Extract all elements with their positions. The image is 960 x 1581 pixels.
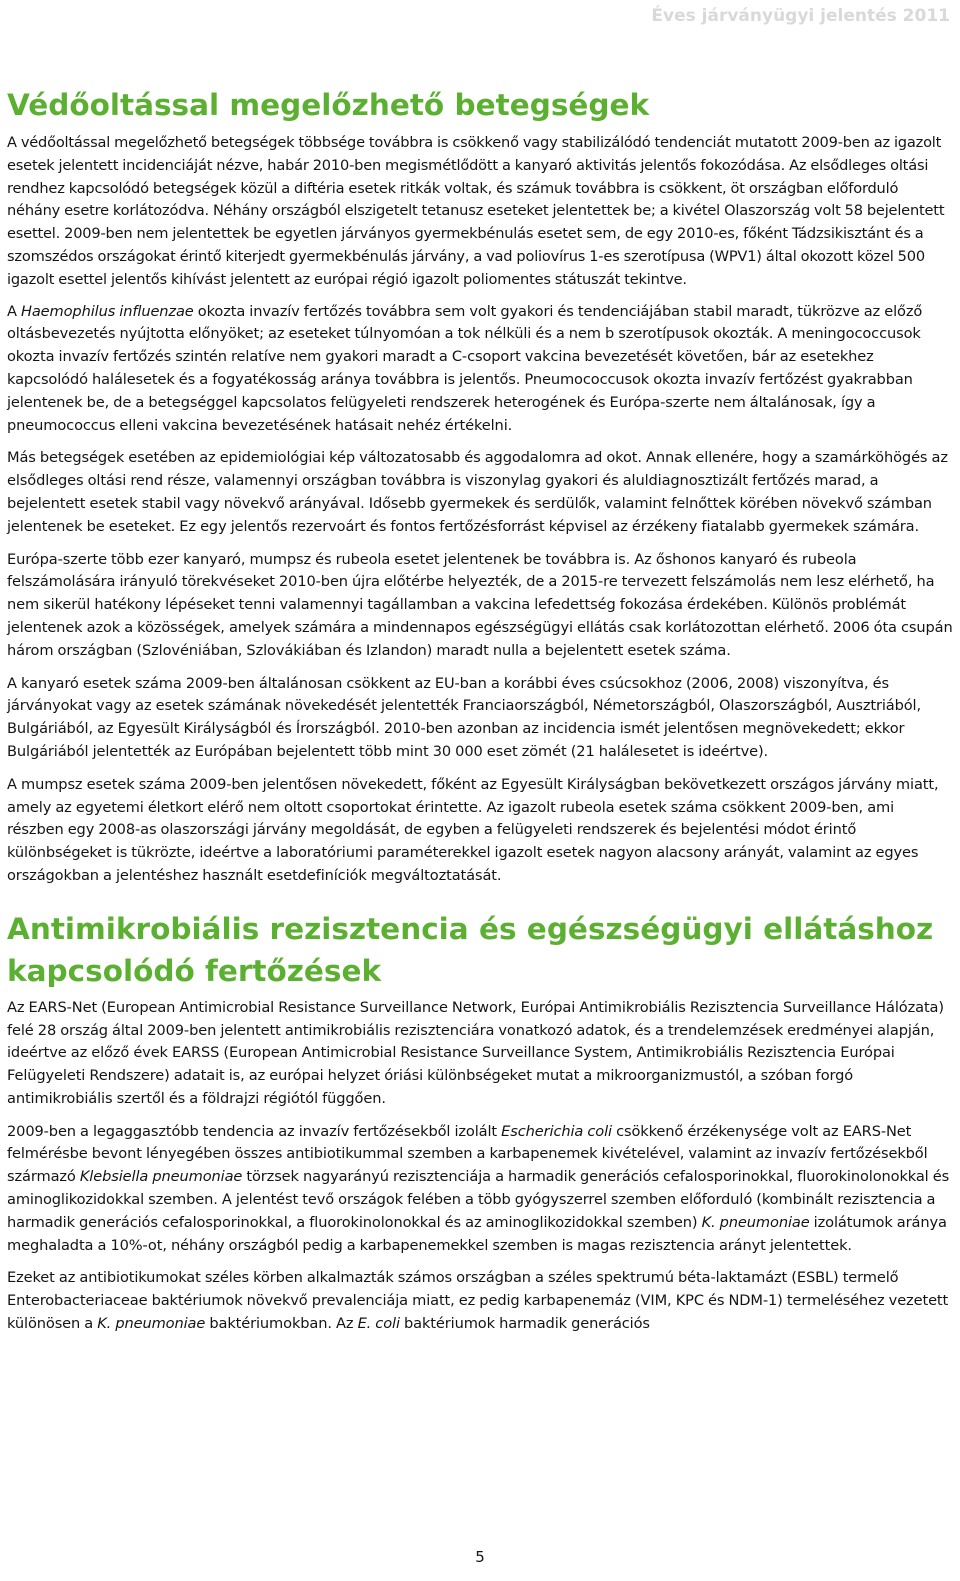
- text-run: Más betegségek esetében az epidemiológiai kép változatosabb és aggodalomra ad okot. Annak ellenére, hogy a szamárköhögés az elsődleges oltási rend része, valamennyi országban továbbra is viszonylag gyakori és aluldiagnosztizált fertőzés marad, a bejelentett esetek stabil vagy növekvő arányával. Idősebb gyermekek és serdülők, valamint felnőttek körében növekvő számban jelentenek be eseteket. Ez egy jelentős rezervoárt és fontos fertőzésforrást képvisel az érzékeny fiatalabb gyermekek számára.: [7, 449, 948, 535]
- text-run: Európa-szerte több ezer kanyaró, mumpsz és rubeola esetet jelentenek be továbbra is. Az őshonos kanyaró és rubeola felszámolására irányuló törekvéseket 2010-ben újra előtérbe helyezték, de a 2015-re tervezett felszámolás nem lesz elérhető, ha nem sikerül hatékony lépéseket tenni valamennyi tagállamban a vakcina lefedettség fokozása érdekében. Különös problémát jelentenek azok a közösségek, amelyek számára a mindennapos egészségügyi ellátás csak korlátozottan elérhető. 2006 óta csupán három országban (Szlovéniában, Szlovákiában és Izlandon) maradt nulla a bejelentett esetek száma.: [7, 550, 953, 659]
- italic-term: Escherichia coli: [501, 1122, 612, 1140]
- text-run: A: [7, 302, 21, 320]
- text-run: Ezeket az antibiotikumokat széles körben alkalmazták számos országban a széles spektrumú béta-laktamázt (ESBL) termelő Enterobacteriaceae baktériumok növekvő prevalenciája miatt, ez pedig karbapenemáz (VIM, KPC és NDM-1) termeléséhez vezetett különösen a: [7, 1269, 949, 1333]
- paragraph: [7, 1267, 953, 1335]
- running-header: Éves járványügyi jelentés 2011: [651, 6, 950, 26]
- document-body: [7, 86, 953, 1346]
- paragraph: [7, 132, 953, 292]
- text-run: csökkenő érzékenysége volt az EARS-Net felmérésbe bevont lényegében összes antibiotikummal szemben a karbapenemek kivételével, valamint az invazív fertőzésekből származó: [7, 1122, 928, 1186]
- paragraph: [7, 447, 953, 538]
- text-run: törzsek nagyarányú rezisztenciája a harmadik generációs cefalosporinokkal, fluorokinolonokkal és aminoglikozidokkal szemben. A jelentést tevő országok felében a több gyógyszerrel szemben előforduló (kombinált rezisztencia a harmadik generációs cefalosporinokkal, a fluorokinolonokkal és az aminoglikozidokkal szemben): [7, 1168, 950, 1231]
- section-heading-amr: Antimikrobiális rezisztencia és egészségügyi ellátáshoz kapcsolódó fertőzések: [7, 911, 934, 988]
- text-run: baktériumokban. Az: [205, 1315, 358, 1333]
- paragraph: [7, 774, 953, 888]
- text-run: A kanyaró esetek száma 2009-ben általánosan csökkent az EU-ban a korábbi éves csúcsokhoz (2006, 2008) viszonyítva, és járványokat vagy az esetek számának növekedését jelentették Franciaországból, Németországból, Olaszországból, Ausztriából, Bulgáriából, az Egyesült Királyságból és Írországból. 2010-ben azonban az incidencia ismét jelentősen megnövekedett; ekkor Bulgáriából jelentették az Európában bejelentett több mint 30 000 eset zömét (21 halálesetet is ideértve).: [7, 674, 922, 760]
- paragraph: [7, 997, 953, 1111]
- text-run: A mumpsz esetek száma 2009-ben jelentősen növekedett, főként az Egyesült Királyságban bekövetkezett országos járvány miatt, amely az egyetemi életkort elérő nem oltott csoportokat érintette. Az igazolt rubeola esetek száma csökkent 2009-ben, ami részben egy 2008-as olaszországi járvány megoldását, de egyben a felügyeleti rendszerek és bejelentési módot érintő különbségeket is tükrözte, ideértve a laboratóriumi paraméterekkel igazolt esetek nagyon alacsony arányát, valamint az egyes országokban a jelentéshez használt esetdefiníciók megváltoztatását.: [7, 775, 939, 884]
- section-heading-vaccine: Védőoltással megelőzhető betegségek: [7, 88, 650, 122]
- paragraph: [7, 301, 953, 438]
- italic-term: K. pneumoniae: [97, 1315, 206, 1333]
- text-run: izolátumok aránya meghaladta a 10%-ot, néhány országból pedig a karbapenemekkel szemben is magas rezisztencia arányt jelentettek.: [7, 1213, 947, 1254]
- paragraph: [7, 673, 953, 764]
- text-run: Az EARS-Net (European Antimicrobial Resistance Surveillance Network, Európai Antimikrobiális Rezisztencia Surveillance Hálózata) felé 28 ország által 2009-ben jelentett antimikrobiális rezisztenciára vonatkozó adatok, és a trendelemzések eredményei alapján, ideértve az előző évek EARSS (European Antimicrobial Resistance Surveillance System, Antimikrobiális Rezisztencia Európai Felügyeleti Rendszere) adatait is, az európai helyzet óriási különbségeket mutat a mikroorganizmustól, a szóban forgó antimikrobiális szertől és a földrajzi régiótól függően.: [7, 998, 944, 1107]
- paragraph: [7, 1121, 953, 1258]
- italic-term: K. pneumoniae: [701, 1213, 810, 1231]
- text-run: baktériumok harmadik generációs: [399, 1315, 650, 1333]
- paragraph: [7, 549, 953, 663]
- italic-term: E. coli: [357, 1315, 400, 1333]
- italic-term: Klebsiella pneumoniae: [79, 1168, 243, 1186]
- page-number: 5: [475, 1548, 485, 1566]
- text-run: okozta invazív fertőzés továbbra sem volt gyakori és tendenciájában stabil maradt, tükrözve az előző oltásbevezetés nyújtotta előnyöket; az eseteket túlnyomóan a tok nélküli és a nem b szerotípusok okozták. A meningococcusok okozta invazív fertőzés szintén relatíve nem gyakori maradt a C-csoport vakcina bevezetését követően, bár az esetekhez kapcsolódó halálesetek és a fogyatékosság aránya továbbra is jelentős. Pneumococcusok okozta invazív fertőzést gyakrabban jelentenek be, de a betegséggel kapcsolatos felügyeleti rendszerek heterogének és Európa-szerte nem általánosak, így a pneumococcus elleni vakcina bevezetésének hatásait nehéz értékelni.: [7, 302, 923, 434]
- text-run: 2009-ben a legaggasztóbb tendencia az invazív fertőzésekből izolált: [7, 1122, 502, 1140]
- text-run: A védőoltással megelőzhető betegségek többsége továbbra is csökkenő vagy stabilizálódó tendenciát mutatott 2009-ben az igazolt esetek jelentett incidenciáját nézve, habár 2010-ben megismétlődött a kanyaró aktivitás jelentős fokozódása. Az elsődleges oltási rendhez kapcsolódó betegségek közül a diftéria esetek ritkák voltak, és számuk továbbra is csökkent, öt országban előforduló néhány esetre korlátozódva. Néhány országból elszigetelt tetanusz eseteket jelentettek be; a kivétel Olaszország volt 58 bejelentett esettel. 2009-ben nem jelentettek be egyetlen járványos gyermekbénulás esetet sem, de egy 2010-es, főként Tádzsikisztánt és a szomszédos országokat érintő kiterjedt gyermekbénulás járvány, a vad poliovírus 1-es szerotípusa (WPV1) által okozott közel 500 igazolt esettel jelentős kihívást jelentett az európai régió igazolt poliomentes státuszát tekintve.: [7, 134, 945, 288]
- italic-term: Haemophilus influenzae: [20, 302, 194, 320]
